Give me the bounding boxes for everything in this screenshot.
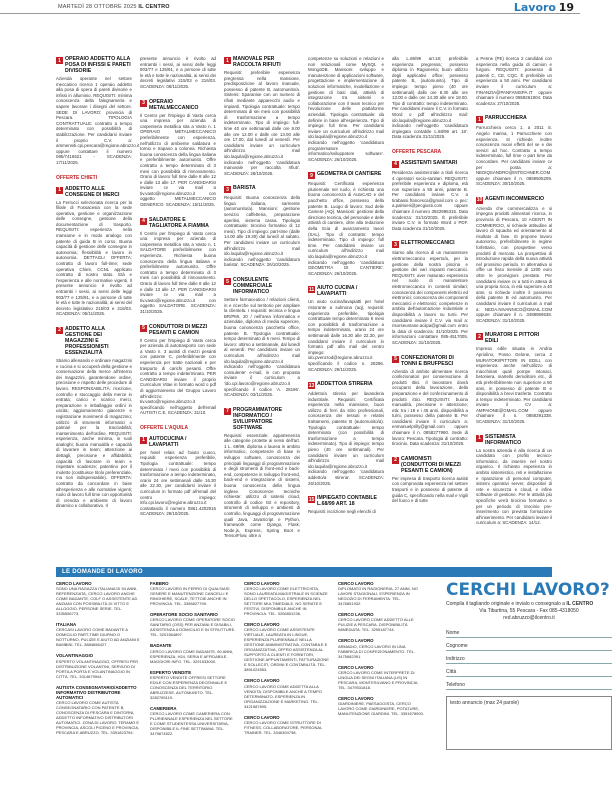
listing-title: OPERAIO METALMECCANICO xyxy=(149,98,199,111)
job-request-title: CERCO LAVORO xyxy=(244,622,280,628)
coupon-field-label: Indirizzo xyxy=(446,656,465,662)
job-listing xyxy=(308,495,384,515)
listing-header xyxy=(308,285,384,297)
positions-count-badge: 9 xyxy=(308,172,315,179)
listing-header xyxy=(392,240,468,248)
listing-title: ADDETTO ALLA GESTIONE DEI MAGAZZINI E PROFESSIONISTI ESSENZIALITÀ xyxy=(65,325,109,356)
listing-header xyxy=(476,196,552,204)
section-title: Lavoro xyxy=(513,1,556,14)
listing-title: PARRUCCHIERA xyxy=(485,115,527,122)
positions-count-badge: 3 xyxy=(224,186,231,193)
job-request-item xyxy=(150,612,236,637)
listing-body: Azienda che commercializza e si impegna prodotti alimentari ricerca, in provincia di Pescara, 10 AGENTI IN COMMERCIO, si richiede attitudine al lavoro di squadra ed orientamento al risultato di fase. Si propone lavoro autonomo, preferibilmente in regime forfettario, con prospettive verso prodotti di mercato. La prospettiva di introduzione rapida della nuova attività nel prossimo periodo. In alternativa si offre un fisso mensile di 1200 euro oltre le provvigioni prestate. Per candidarsi inviare cv a tutti in attesa di una propria ricca, in età superiore a 40 anni, si richiede inoltre il possesso della patente B ed automunito. Per candidarsi inviare il curriculum a mail a: NEDA.NIVANNICO@GMAIL.COM oppure chiamare il n. 3488959638. SCADENZA: 31/10/2025. xyxy=(476,205,552,323)
listing-header xyxy=(476,115,552,123)
listing-body: Impresa edile situata in Andria Apriolino, Posso Gelone, cerca 2 MURATORI/PITTORI IN EDILI, con esperienza anche nell'utilizzo di macchinari quali pompe intonaci, betoniera, martello demolitore etc., di età preferibilmente non superiore a 50 anni, in possesso di patente B e disponibilità a brevi trasferte. Contratto a tempo indeterminato. Per candidarsi inviare il CV a: AMPAIONE@GMAIL.COM oppure chiamare il n. 0858291338. SCADENZA: 31/10/2025. xyxy=(476,346,552,425)
listing-body: presente annuncio è rivolto ad entrambi i sessi, ai sensi delle leggi 903/77 e 125/91, e a persone di tutte le età e tutte le nazionalità, ai sensi dei decreti legislativi 215/03 e 216/03. SCADENZA: 08/11/2025. xyxy=(140,56,216,89)
listing-body: Siamo alla ricerca di un manutentore elettromeccanico esperto/a, per la gestione della nostra piscina e gestione dei vari impianti meccanici. REQUISITI: aver maturato esperienza nel ruolo di manutentore elettromeccanico in contesti similari; conoscenza dei componenti elettrici ed elettronici; conoscenza dei componenti meccanici e elettronici; competenze in ambito dell'automazione industriale e disponibilità a lavoro su turni. Per candidarsi inviare il C.V. via mail a: risorseumane.aciipa@gmail.com entro la data di scadenza: 31/10/2025. Per informazioni contattare 085-4517005. SCADENZA: 31/10/2025. xyxy=(392,250,468,345)
listing-title: PROGRAMMATORE INFORMATICO / SVILUPPATORE SOFTWARE xyxy=(233,406,283,431)
job-request-title: CERCO LAVORO xyxy=(338,612,374,618)
job-request-item xyxy=(244,678,330,708)
requests-column xyxy=(244,581,330,787)
listing-title: IMPIEGATO CONTABILE L.68/99 ART. 18 xyxy=(317,495,377,508)
listing-body: alla L.68/99 art.18; preferibile esperienza pregressa; possesso diploma in Ragioneria; buon utilizzo degli applicativi office; possesso patente B, (automunito). Tipo di impiego: tempo pieno (40 ore settimanali) dalle ore 8.30 alle ore 13.00 e dalle ore 14.30 alle ore 18.00. Tipo di contratto: tempo indeterminato. Per candidarsi inviare il C.V. in formato Word o pdf all'indirizzo mail: ido.laquila@regione.abruzzo.it indicando nell'oggetto 'candidatura impiegato contabile L.68/99 art. 18'. Data scadenza 31/11/2025. xyxy=(392,56,468,140)
listing-body: Requisiti: Certificata esperienza pluriennale nel ruolo, è richiesta una buona conoscenza di AutoCAD e del pacchetto office, possesso della patente B. Luogo di lavoro: Sud delle Camere (AQ). Mansioni: gestione della direzione tecnica, del personale e delle attività di cantiere, oltre alla redazione della Scia di avanzamento lavori (SAL). Tipo di contratto: tempo indeterminato. Tipo di impiego: full time. Per candidarsi inviare un curriculum all'indirizzo mail ido.laquila@regione.abruzzo.it indicando nell'oggetto 'candidatura GEOMETRA DI CANTIERE'. SCADENZA: 26/10/2025. xyxy=(308,181,384,276)
positions-count-badge: 3 xyxy=(392,241,399,248)
job-listing xyxy=(308,381,384,486)
listing-title: SISTEMISTA INFORMATICO xyxy=(485,433,522,446)
positions-count-badge: 10 xyxy=(476,197,483,204)
job-listing xyxy=(140,324,216,416)
listing-body: Parrucchiera cerca 1, a 2011 S. Angelo marina, 1 Parrucchiere con esperienza. Si richiede inoltre conoscenza nuovi effetti del se e dei servizi ad hoc. Contratto a tempo indeterminato, full time o part time da concordare. Per candidarsi inviare cv per posta a: NEDIQSANDRO@INTECHNER.COM oppure chiamare il n. 0859505209. SCADENZA: 30/10/2025. xyxy=(476,125,552,187)
job-request-item xyxy=(56,581,142,616)
region-section-label: OFFERTE L'AQUILA xyxy=(140,424,189,431)
job-listing xyxy=(224,407,300,539)
coupon-address: Via Tiburtina, 55 Pescara - Fax 085-4318050 xyxy=(479,608,579,614)
offers-column xyxy=(56,56,140,561)
job-request-text: CERCO LAVORO COME CAMERIERA CON PLURIENNALE ESPERIENZA NEL SETTORE E COME STUDENTESSA UNIVERSITARIA, DISPONIBILE IL FINE SETTIMANA. TEL. 3479874522. xyxy=(150,711,233,737)
coupon-field-line[interactable] xyxy=(446,679,612,690)
job-listing xyxy=(224,277,300,398)
job-listing xyxy=(56,326,132,509)
job-request-title: CERCO LAVORO xyxy=(244,714,280,720)
job-request-item xyxy=(338,696,424,716)
listing-header xyxy=(308,495,384,507)
job-request-item xyxy=(56,685,142,736)
coupon-field-line[interactable] xyxy=(446,640,612,651)
listing-title: AIUTO CUCINA / LAVAPIATTI xyxy=(317,285,358,298)
job-request-text: CERCO LAVORO IN FERRO DI QUALSIASI GENERE E MANUTENZIONE CANCELLI E RINGHIERE, SCALE, TETTOIE ANCHE IN PROVINCIA. TEL. 3398827799. xyxy=(150,586,230,607)
job-request-title: CAMERIERA xyxy=(150,705,177,711)
listing-header xyxy=(224,277,300,295)
job-request-text: GIARDINIERE, PAESAGGISTA, CERCO LAVORO COME GIARDINIERE, POTATURE, MANUTENZIONE GIARDINI. TEL. 3391678900. xyxy=(338,701,424,717)
positions-count-badge: 5 xyxy=(140,325,147,332)
positions-count-badge: 2 xyxy=(392,457,399,464)
positions-count-badge: 1 xyxy=(476,116,483,123)
job-request-text: ESPERTO VENDITE OFFRESI SETTORE EDILE CON ESPERIENZA DECENNALE E CONOSCENZA DEL TERRITORIO ABRUZZESE. AUTOMUNITO. TEL. 3282765119. xyxy=(150,674,228,700)
coupon-field-label: Cognome xyxy=(446,643,468,649)
job-request-title: ITALIANA xyxy=(56,622,77,628)
listing-body: La Ferrucci selezionata ricerca per la filiale di Fossacesia con la sede operativa, gestione e organizzazione delle consegne, gestione della documentazione di trasporto. REQUISITI: esperienza nella mansione e in modo analogo con patente di guida B in corso. Buona capacità di gestione delle consegne in autonomia; flessibilità e lavoro in autonomia. DETTAGLI OFFERTA: contratto di lavoro full-time; sede operativa Chieti, CCNL applicato contratto di nostro stato. Età e l'esperienza e alle normative vigenti. Il presente annuncio è rivolto ad entrambi i sessi, ai sensi delle leggi 903/77 e 125/91, e a persone di tutte le età e tutte le nazionalità, ai sensi del decreto legislativo 215/03 e 216/03. SCADENZA: 05/11/2025. xyxy=(56,199,132,317)
listing-title: AGENTI INCOMMERCIO xyxy=(485,195,545,202)
positions-count-badge: 1 xyxy=(224,57,231,64)
offers-column xyxy=(476,56,552,561)
listing-title: ADDETTO/A STIRERIA xyxy=(317,381,373,388)
job-requests-section xyxy=(56,567,610,787)
coupon-field-label: Nome xyxy=(446,630,460,636)
region-section-label: OFFERTE CHIETI xyxy=(56,174,98,181)
coupon-field-label: Città xyxy=(446,669,457,675)
coupon-field-label: Telefono xyxy=(446,682,465,688)
job-request-text: CERCO LAVORO COME OPERATORE SOCIO SANITARIO (OSS) PER ANZIANI E DISABILI, ASSISTENZA A DOMICILIO E IN STRUTTURE. TEL. 3201564897. xyxy=(150,617,236,638)
positions-count-badge: 5 xyxy=(392,356,399,363)
listing-continuation xyxy=(476,56,552,106)
listing-body: Residenza assistenziale a titoli ricerca 4 operatori socio-sanitari. REQUISITI: preferibile esperienza e diploma, età non superiore a 55 anni, patente B. Per candidarsi inviare C.V. a tirabassi.francesca@gmail.com o pec: a.palmieri@pecgiusti.com oppure chiamare il numero 3922995315. Data scadenza: 31/10/2025. È preferibile inviare C.V. in formato Word o PDF. Data scadenza 31/10/2025. xyxy=(392,169,468,231)
listing-header xyxy=(308,171,384,179)
job-request-title: AUTISTA CONSEGNATARIO/ADDETTO INFORMATIVO DISTRIBUTORE AUTOMATICI xyxy=(56,684,137,701)
coupon-title: CERCHI LAVORO? xyxy=(446,580,610,600)
offers-column xyxy=(140,56,216,561)
job-listing xyxy=(224,56,300,176)
region-section-label: OFFERTE PESCARA xyxy=(392,148,442,155)
job-request-title: VOLANTINAGGIO xyxy=(56,653,94,659)
job-request-item xyxy=(244,715,330,735)
offers-column xyxy=(308,56,384,561)
job-request-item xyxy=(244,581,330,616)
coupon-subtitle xyxy=(446,601,612,607)
job-request-text: CERCO LAVORO COME ADDETTO ALLE PULIZIE A PESCARA. DISPONIBILITÀ IMMEDIATA. TEL. 3295187744. xyxy=(338,617,414,633)
job-request-text: SONO UNA RAGAZZA ITALIANA DI 54 ANNI, REFERENZIATA, CERCO LAVORO ANCHE COME BADANTE, COLF O ASSISTENTE AD ANZIANI CON POSSIBILITÀ DI VITTO E ALLOGGIO. PERSONE SERIE. TEL. 3335556773. xyxy=(56,586,138,617)
header-date: MARTEDÌ 28 OTTOBRE 2025 xyxy=(58,4,137,10)
listing-header xyxy=(392,355,468,367)
positions-count-badge: 5 xyxy=(224,278,231,285)
positions-count-badge: 3 xyxy=(140,100,147,107)
listing-body: Requisiti: essenziale: appartenenza alle categorie protette ai sensi dell'art. 1 L. 68/99, diploma o laurea in ambito informatico, competenze di base in sviluppo software, conoscenza dei principali linguaggi di programmazione e degli strumenti di front-end e back-end, competenze in sviluppo front-end, back-end e integrazione di sistemi, buona conoscenza della lingua inglese. Conoscenze tecniche richieste: utilizzo di sistemi cloud, controllo di codice Git e repository, strumenti di sviluppo e ambienti di controllo, linguaggi di programmazione quali Java, JavaScript e Python, framework come Django, Flask, Node.js, Express, Spring Boot e TensorFlow, oltre a xyxy=(224,432,300,539)
listing-title: MURATORI E PITTORI EDILI xyxy=(485,332,540,345)
coupon-brand: IL CENTRO xyxy=(566,601,594,607)
listing-header xyxy=(140,217,216,229)
job-request-item xyxy=(150,581,236,606)
listing-header xyxy=(56,56,132,74)
positions-count-badge: 2 xyxy=(56,327,63,334)
job-listing xyxy=(308,285,384,372)
job-request-item xyxy=(150,706,236,736)
listing-body: Stiamo allenando e ordinare magazzini e cucina e si occuperà della gestione e conservazione della merce all'interno dei magazzini, garantendone ordine, precisione e rispetto delle procedure di lavoro. RESPONSABILITÀ: ricezione, controllo e stoccaggio della merce in entrata; carico e scarico merci, preparazione e imballaggio ordini in uscita; aggiornamento giacenze e registrazione movimenti di magazzino; utilizzo di strumenti informatici o palmari per la tracciabilità; mantenimento dell'ordine. REQUISITI: esperienza, anche minima, in ruoli analoghi; buona manualità e capacità di lavorare in team; attenzione ai dettagli, precisione e affidabilità; capacità di lavorare in team e rispettare scadenze; patentino per il muletto (costituisce titolo preferenziale, ma non indispensabile). OFFERTA: contratto da concordare in base all'esperienza e alle normative vigenti; ruolo di lavoro full time con opportunità di crescita e ambiente di lavoro dinamico e collaborativo. Il xyxy=(56,357,132,509)
job-request-item xyxy=(338,638,424,658)
job-listing xyxy=(224,185,300,268)
listing-header xyxy=(224,185,300,193)
job-request-text: DIPLOMATO IN RAGIONERIA, 27 ANNI, NO LAVORI STAGIONALI, ESPERIENZA IN NEGOZIO DI FERRAMENTA. TEL. 3476851932. xyxy=(338,586,418,607)
job-request-item xyxy=(244,622,330,672)
job-listing xyxy=(476,196,552,323)
listing-body: a Penne (PE) ricerca 2 candidati con esperienza nella guida di camion e furgoni. REQUISITI: possesso di patenti C, CE, CQC. È preferibile un esperienza a 50 anni. Per candidarsi inviare il curriculum a: FINANZIA@PANFANISPA.IT oppure chiamare il numero 0858261904. Data scadenza: 27/10/2025. xyxy=(476,56,552,106)
listing-body: Requisiti: Buona conoscenza della lingua italiana, sarmente (automunito/a). Mansioni: gestione servizio caffetteria, preparazione aperitivi, sistema cassa. Tipologia contrattuale: tirocinio formativo di 12 mesi). Tipo di impiego: part-time (dalle 14.00 alle 19.30) dal lunedì al sabato. Per candidarsi inviare un curriculum all'indirizzo mail ido.laquila@regione.abruzzo.it indicando nell'oggetto 'candidatura barista'. SCADENZA: 26/10/2025. xyxy=(224,195,300,268)
listing-body: Il Centro per l'impiego di Vasto cerca per azienda di autotrasporto con sede a Vasto n. 3 autisti di mezzi pesanti con patente C, preferibilmente con esperienza per tratte nazionali e per trasporto di carichi pesanti. Offre contratto a tempo indeterminato. PER CANDIDARSI inviare il proprio Curriculum Vitae in formato word o pdf di aggiornamento del Gruppo Lavoro all'indirizzo: tiv.vasto@regione.abruzzo.it specificando nell'oggetto dell'email AUTISTI C.E. SCADENZA: 31/10. xyxy=(140,337,216,416)
job-request-item xyxy=(338,581,424,606)
listing-body: competenze su soluzioni e relazioni e non relazionali come MySQL e MongoDB. Mansioni: sviluppo e manutenzione di applicazioni software, progettazione e implementazione di soluzioni informatiche, modellazione e gestione di basi dati, attività di integrazione tra sistemi e collaborazione con il team tecnico per l'evoluzione delle piattaforme aziendali. Tipologia contrattuale: da definire in base all'esperienza. Tipo di impiego: full time. Per candidarsi inviare un curriculum all'indirizzo mail ido.laquila@regione.abruzzo.it indicando nell'oggetto 'candidatura programmatore informatico/sviluppatore software'. SCADENZA: 26/10/2025. xyxy=(308,56,384,162)
job-request-title: CERCO LAVORO xyxy=(338,638,374,644)
listing-body: Il Centro per l'impiego di Vasto cerca una impresa per azienda di carpenteria metallica sita a Vasto n. 1 SALDATORE preferibilmente con esperienza. Richiesta buona conoscenza della lingua italiana e preferibilmente automunito. Offre contratto a tempo determinato di 3 mesi con possibilità di rinnovamento. Orario di lavoro full time dalle 8 alle 12 e dalle 13 alle 17. PER CANDIDARSI inviare cv via mail a tiv.vasto@regione.abruzzo.it con oggetto SALDATORE. SCADENZA: 31/10/2025. xyxy=(140,230,216,314)
requests-column xyxy=(338,581,424,787)
page-number: 19 xyxy=(558,1,574,14)
listing-title: CONDUTTORI DI MEZZI PESANTI E CAMION xyxy=(149,323,208,336)
job-requests-columns xyxy=(56,581,436,787)
listing-header xyxy=(56,186,132,198)
listing-header xyxy=(56,326,132,356)
job-listing xyxy=(56,56,140,166)
listing-body: Un aiuto cucina/lavapiatti per hotel ristorante a sulmona (aq), requisiti: esperienza preferibile, tipologia contrattuale tempo determinato 6 mesi con possibilità di trasformazione a tempo indeterminato, orario 24 ore settimanali dalle 16.30 alle 22.30, per candidarsi inviare il curriculum in formato pdf alla mail del centro impiego: ido.pvenzrod@regione.abruzzo.it specificando il codice n. 28296. SCADENZA: 29/11/2025. xyxy=(308,299,384,372)
listing-title: GEOMETRA DI CANTIERE xyxy=(317,171,382,178)
listing-title: OPERAIO ADDETTO ALLA POSA DI INFISSI E PARETI DIVISORIE xyxy=(65,56,131,74)
positions-count-badge: 11 xyxy=(308,286,315,293)
job-listing xyxy=(308,171,384,276)
listing-continuation xyxy=(308,56,384,162)
coupon-subtitle-text: Compila il tagliando originale e invialo o consegnalo a xyxy=(446,601,565,607)
job-request-title: FABBRO xyxy=(150,581,169,586)
listing-body: Azienda operante nel settore meccanico ricerca 1 operaio addetto alla posa di opera di pareti divisorie e infissi in alluminio. REQUISITI: minima conoscenza della falegnameria e sapere lavorare i disegni del settore. SEDE DI LAVORO: provincia di Pescara. TIPOLOGIA CONTRATTUALE: contratto a tempo determinato con possibilità di stabilizzazione. Per candidarsi inviare il proprio C.V. a: ammenniti.cpi.pescara@regione.abruzzo.it oppure contattare il numero 085/7416521 - SCADENZA: 17/11/2025. xyxy=(56,76,140,165)
job-request-title: CERCO LAVORO xyxy=(244,581,280,586)
job-request-item xyxy=(56,653,142,678)
positions-count-badge: 1 xyxy=(56,187,63,194)
job-request-text: CERCO LAVORO COME ISTRUTTORE DI FITNESS, COLLABORATORE, PERSONAL TRAINER. TEL. 3346394798. xyxy=(244,719,323,735)
job-request-text: CERCO LAVORO COME ADDETTA ALLA VENDITA, DISPONIBILE ANCHE A TEMPO DETERMINATO, ESPERIENZA IN ORGANIZZAZIONE E MARKETING. TEL. 3421587695. xyxy=(244,683,322,709)
positions-count-badge: 1 xyxy=(140,437,147,444)
header-brand: IL CENTRO xyxy=(138,4,170,10)
job-listing xyxy=(476,434,552,526)
listing-title: CONFEZIONATORI DI TONNI E BRUFPESCI xyxy=(401,354,454,367)
job-request-title: CERCO LAVORO xyxy=(338,581,374,586)
offers-column xyxy=(392,56,468,561)
listing-body: Addetto/a stireria per lavanderia industriale. Requisiti: Certificata esperienza nella mansione, buon utilizzo di ferri da stiro professionali, conoscenza dei tessuti e relativi trattamenti, patente B (automunito/a). Tipologia contrattuale: tempo determinato (con possibilità di trasformazione a tempo indeterminato). Tipo di impiego: tempo pieno (40 ore settimanali). Per candidarsi inviare un curriculum all'indirizzo mail ido.laquila@regione.abruzzo.it indicando nell'oggetto 'candidatura addetto/a stireria'. SCADENZA: 26/10/2025. xyxy=(308,391,384,486)
listing-continuation xyxy=(140,56,216,90)
listing-title: ADDETTO ALLE CONSEGNE DI MERCI xyxy=(65,185,120,198)
job-request-text: CERCASI LAVORO COME BADANTE A DOMICILIO PART-TIME DIURNO O NOTTURNO, PULIZIE E AIUTO AD ANZIANI E BAMBINI. TEL. 3884656427. xyxy=(56,627,140,648)
job-request-title: CERCO LAVORO xyxy=(56,581,92,586)
listing-header xyxy=(140,99,216,111)
job-listing xyxy=(392,240,468,345)
job-request-item xyxy=(338,612,424,632)
job-request-text: CERCO LAVORO COME AUTISTA CONSEGNATARIO CON PATENTE B, CONOSCENZA DI PESCARA E DINTORNI, ADDETTO INFORMATIVO DISTRIBUTORI AUTOMATICI. ZONA DI LAVORO: TERAMO E PROVINCIA, ASCOLI PICENO E PROVINCIA, PESCARA E ABRUZZO. TEL. 3391823794. xyxy=(56,700,140,736)
listing-title: ELETTROMECCANICI xyxy=(401,240,455,247)
listing-body: Il Centro per l'impiego di Vasto cerca una impresa per azienda di carpenteria metallica sita a Vasto n. 1 OPERAIO METALMECCANICO preferibilmente con esperienza, nell'utilizzo di ambiente saldatura e tornio e trapano a colonna. Richiesta buona conoscenza della lingua italiana e preferibilmente automunito. Offre contratto a tempo determinato di 3 mesi con possibilità di rinnovamento. Orario di lavoro full time dalle 8 alle 12 e dalle 13 alle 17. PER CANDIDARSI inviare cv via mail a tiv.vasto@regione.abruzzo.it con oggetto METALMECCANICO GENERICO. SCADENZA: 15/11/2025. xyxy=(140,112,216,208)
job-request-title: CERCO LAVORO xyxy=(338,664,374,670)
listing-title: CAMIONISTI (CONDUTTORI DI MEZZI PESANTI E CAMION) xyxy=(401,455,461,474)
job-requests-title: LE DOMANDE DI LAVORO xyxy=(62,569,143,575)
positions-count-badge: 1 xyxy=(56,57,63,64)
offers-column xyxy=(224,56,300,561)
job-request-title: CERCO LAVORO xyxy=(338,695,374,701)
job-request-item xyxy=(56,622,142,647)
positions-count-badge: 15 xyxy=(308,496,315,503)
job-request-text: CERCO LAVORO COME BADANTE, 60 ANNI, ESPERIENZA, H24, SERIA E AFFIDABILE, MAGGIORI INFO. TEL. 3291533000. xyxy=(150,648,234,664)
listing-body: Azienda di ambito alimentare ricerca confezionatori per conservazione di prodotti ittici. Il lavoratore dovrà occuparsi della lavorazione, della preparazione e del confezionamento di prodotti ittici. REQUISITI: buona manualità, precisione e attenzione; età: tra i 18 e i 45 anni, disponibilità a turni, possesso della patente B. Per candidarsi inviare il curriculum a: enmanuelprilly@gmail.com oppure chiamare il n. 0858277990. Sede di lavoro: Pescara. Tipologia di contratto: tirocinio. Data scadenza: 31/10/2025. xyxy=(392,368,468,447)
job-listing xyxy=(476,115,552,187)
positions-count-badge: 7 xyxy=(224,408,231,415)
job-request-text: CERCO LAVORO COME ASSISTENTE VIRTUALE, LAUREATA IN LINGUE, ESPERIENZA PLURIENNALE NELLA GESTIONE AMMINISTRATIVA, CONTABILE E ORGANIZZATIVA, OFFRO ASSISTENZA AL SUPPORTO A CLIENTI E FORNITORI, GESTIONE APPUNTAMENTI, FATTURAZIONE E SOLLECITI, ORDINI E CONTABILITÀ. TEL. 3891024553. xyxy=(244,627,329,673)
positions-count-badge: 4 xyxy=(140,218,147,225)
coupon-form xyxy=(446,581,612,787)
listing-header xyxy=(308,381,384,389)
coupon-field-line[interactable] xyxy=(446,627,612,638)
job-request-text: CERCO LAVORO COME INTERPRETE DI LINGUA DEI SEGNI ITALIANA (LIS) IN PESCARA, MONTESILVANO E PROVINCIA. TEL. 3479531818. xyxy=(338,669,419,690)
job-listing xyxy=(56,186,132,317)
listing-title: CONSULENTE COMMERCIALE INFORMATICO xyxy=(233,277,273,295)
job-request-item xyxy=(150,643,236,663)
job-listing xyxy=(392,456,468,504)
job-request-title: ESPERTO VENDITE xyxy=(150,669,192,675)
listing-header xyxy=(140,324,216,336)
coupon-email: red.abruzzo@ilcentro.it xyxy=(503,615,555,621)
coupon-field-line[interactable] xyxy=(446,666,612,677)
listing-continuation xyxy=(392,56,468,140)
listing-body: per hotel relais ad l'aiuto cuoco, requisiti: esperienza preferibile, Tipologia contrattuale: tempo determinato / mesi con possibilità di trasformazione a tempo indeterminato, orario 24 ore settimanali dalle 16.30 alle 22.30, per candidarsi inviare il curriculum in formato pdf all'email del centro impiego: info.cpi.lavoro@regione.abruzzo.it contattando il numero 0861.4202916 SCADENZA: 29/10/2025. xyxy=(140,449,216,517)
job-request-title: OPERATORE SOCIO SANITARIO xyxy=(150,612,218,618)
requests-column xyxy=(56,581,142,787)
job-listing xyxy=(140,217,216,315)
job-listing xyxy=(140,99,216,208)
ad-text-box[interactable] xyxy=(446,696,612,750)
job-request-item xyxy=(338,665,424,690)
listing-body: La nostra azienda è alla ricerca di un candidato con profilo tecnico-informatico, da inserire nel nostro organico. Il richiesto esperienza in ambito sistemistico, reti e installazione e riparazione di personal computer, sistemi operativi server, dispositivi di rete e sicurezza e cloud, e infine software di gestione. Per le attività più specifiche verrà tirocinio formativo e per un periodo di tirocinio pre-inserimento con prevista formazione all'inserimento. Per candidarsi inviare il curriculum a: SCADENZA: 14/12. xyxy=(476,447,552,526)
listing-header xyxy=(140,436,216,448)
ad-text-label: testo annuncio (max 24 parole) xyxy=(450,700,519,706)
listing-title: BARISTA xyxy=(233,185,256,192)
listing-header xyxy=(476,434,552,446)
job-request-text: CERCO LAVORO COME ELETTRICISTA, SONO LAUREATA MAGISTRALE IN SCIENZE DELLO SPETTACOLO, ESPERIENZA NEL SETTORE MULTIMEDIALE, NO SERATE E FESTIVI, DISPONIBILE ANCHE IN PROVINCIA. TEL. 3206851236. xyxy=(244,586,328,617)
job-request-item xyxy=(150,670,236,700)
job-listing xyxy=(392,160,468,232)
job-offers-columns xyxy=(56,56,552,561)
job-requests-bar xyxy=(56,567,552,577)
coupon-field-line[interactable] xyxy=(446,653,612,664)
listing-title: ASSISTENTI SANITARI xyxy=(401,159,458,166)
listing-header xyxy=(224,56,300,68)
page-header xyxy=(0,0,580,14)
positions-count-badge: 2 xyxy=(476,333,483,340)
listing-body: Requisiti: preferibile esperienza pregressa nella mansione, predisposizione al lavoro manuale, possesso di patente B, automunito/a. Sistemi: Sparanise con un numero di rifiuti mediante apparecchi audio e impianti. Tipologia contrattuale: tempo determinato di sei mesi con possibilità di trasformazione a tempo indeterminato. Tipo di impiego: full-time 40 ore settimanali dalle ore 8.00 alle ore 12.00 e dalle ore 13.00 alle ore 17.00, dal lunedì al venerdì. Per candidarsi inviare un curriculum all'indirizzo mail ido.laquila@regione.abruzzo.it indicando nell'oggetto 'candidatura manovale per raccolta rifiuti'. SCADENZA: 28/10/2025. xyxy=(224,70,300,176)
positions-count-badge: 4 xyxy=(392,161,399,168)
listing-body: Settore farmaceutico / relazioni clienti, in e ricerche sul territorio per ampliare la clientela. I requisiti: tecnica e lingua BR/PMI. 20 / nell'area informatica e aziendale, diploma di media superiore, buona conoscenza pacchetto office, patente B. Tipologia contrattuale: tempo determinato di 6 mesi. Tempo di lavoro: ottimo a settimanale, dal lunedì al venerdì. Per candidarsi inviare un curriculum all'indirizzo mail ido.laquila@regione.abruzzo.it indicando nell'oggetto 'candidatura consulente' e-mail, in con proposta inviare il curriculum a 'ido.cpi.lavoro@regione.abruzzo.it specificando il codice 'A. 28196'. SCADENZA: 03/11/2025. xyxy=(224,297,300,398)
positions-count-badge: 1 xyxy=(476,435,483,442)
listing-title: AUTOCUCINA / LAVAPIATTI xyxy=(149,435,187,448)
job-request-text: ESPERTO VOLANTINAGGIO, OFFRESI PER DISTRIBUZIONE VOLANTINI, SERVIZIO DI PORTA A PORTA E VOLANTINAGGIO IN CITTÀ. TEL. 3314879944. xyxy=(56,658,139,679)
positions-count-badge: 13 xyxy=(308,382,315,389)
job-listing xyxy=(392,355,468,447)
listing-title: SALDATORE E TAGLIATORE A FIAMMA xyxy=(149,216,209,229)
listing-header xyxy=(476,332,552,344)
listing-header xyxy=(392,160,468,168)
listing-body: Per impresa di trasporto ricerca autisti con comprovata esperienza nel settore trasporti e in possesso di patente di guida C, specificando nella mail e Vigili del fuoco e di tutte xyxy=(392,475,468,504)
job-request-text: ARMADIO, CERCO LAVORO IN UNA FABBRICA DI CONFEZIONAMENTO. TEL. 3475682391. xyxy=(338,643,415,659)
job-request-title: BADANTE xyxy=(150,643,172,649)
job-listing xyxy=(476,332,552,424)
requests-column xyxy=(150,581,236,787)
listing-header xyxy=(224,407,300,431)
header-date-line xyxy=(58,4,170,10)
listing-title: MANOVALE PER RACCOLTA RIFIUTI xyxy=(233,56,281,68)
listing-header xyxy=(392,456,468,474)
coupon-fields xyxy=(446,627,612,690)
job-request-title: CERCO LAVORO xyxy=(244,678,280,684)
job-listing xyxy=(140,436,216,517)
listing-body: Requisiti: iscrizione negli elenchi di xyxy=(308,509,376,515)
